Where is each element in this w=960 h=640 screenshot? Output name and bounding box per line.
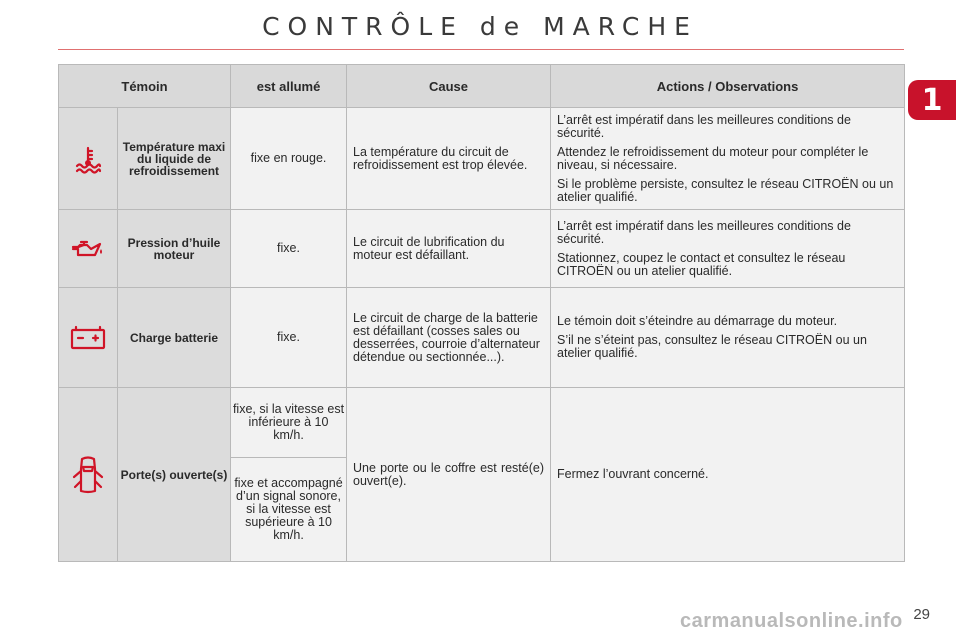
warning-name: Pression d’huile moteur (118, 210, 231, 288)
table-row (59, 288, 905, 388)
warning-name: Charge batterie (118, 288, 231, 388)
icon-cell (59, 388, 118, 562)
table-row (59, 388, 905, 458)
action-text: S’il ne s’éteint pas, consultez le réseau CITROËN ou un atelier qualifié. (557, 333, 867, 360)
table-row (59, 210, 905, 288)
page-number: 29 (913, 606, 930, 623)
lit-condition: fixe. (231, 210, 347, 288)
header-actions: Actions / Observations (551, 65, 905, 108)
header-temoin: Témoin (59, 65, 231, 108)
warning-name: Température maxi du liquide de refroidissement (118, 108, 231, 210)
lit-condition: fixe, si la vitesse est inférieure à 10 km/h. (231, 388, 347, 458)
icon-cell (59, 210, 118, 288)
actions-cell (551, 388, 905, 562)
icon-cell (59, 288, 118, 388)
lit-condition: fixe en rouge. (231, 108, 347, 210)
warning-lights-table (58, 64, 905, 562)
action-text: Stationnez, coupez le contact et consultez le réseau CITROËN ou un atelier qualifié. (557, 250, 846, 278)
lit-condition: fixe et accompagné d’un signal sonore, si la vitesse est supérieure à 10 km/h. (231, 458, 347, 562)
title-divider (58, 49, 904, 50)
watermark: carmanualsonline.info (680, 610, 903, 632)
cause-text: Le circuit de lubrification du moteur est défaillant. (347, 210, 551, 288)
actions-cell (551, 288, 905, 388)
actions-cell (551, 210, 905, 288)
action-text: L’arrêt est impératif dans les meilleures conditions de sécurité. (557, 218, 851, 246)
oil-pressure-icon (60, 238, 116, 260)
action-text: Le témoin doit s’éteindre au démarrage du moteur. (557, 314, 838, 328)
table-header-row (59, 65, 905, 108)
cause-text: Une porte ou le coffre est resté(e) ouvert(e). (347, 388, 551, 562)
action-text: Si le problème persiste, consultez le réseau CITROËN ou un atelier qualifié. (557, 176, 894, 204)
action-text: L’arrêt est impératif dans les meilleures conditions de sécurité. (557, 112, 851, 140)
header-cause: Cause (347, 65, 551, 108)
chapter-badge: 1 (908, 80, 956, 120)
lit-condition: fixe. (231, 288, 347, 388)
warning-name: Porte(s) ouverte(s) (118, 388, 231, 562)
action-text: Fermez l’ouvrant concerné. (557, 467, 709, 481)
header-est-allume: est allumé (231, 65, 347, 108)
cause-text: Le circuit de charge de la batterie est défaillant (cosses sales ou desserrées, courroie d’alternateur détendue ou sectionnée...). (347, 288, 551, 388)
page-title: CONTRÔLE de MARCHE (262, 12, 698, 41)
battery-icon (60, 325, 116, 351)
actions-cell (551, 108, 905, 210)
icon-cell (59, 108, 118, 210)
cause-text: La température du circuit de refroidissement est trop élevée. (347, 108, 551, 210)
door-open-icon (60, 455, 116, 495)
action-text: Attendez le refroidissement du moteur pour compléter le niveau, si nécessaire. (557, 144, 869, 172)
table-row (59, 108, 905, 210)
coolant-temperature-icon (60, 144, 116, 174)
